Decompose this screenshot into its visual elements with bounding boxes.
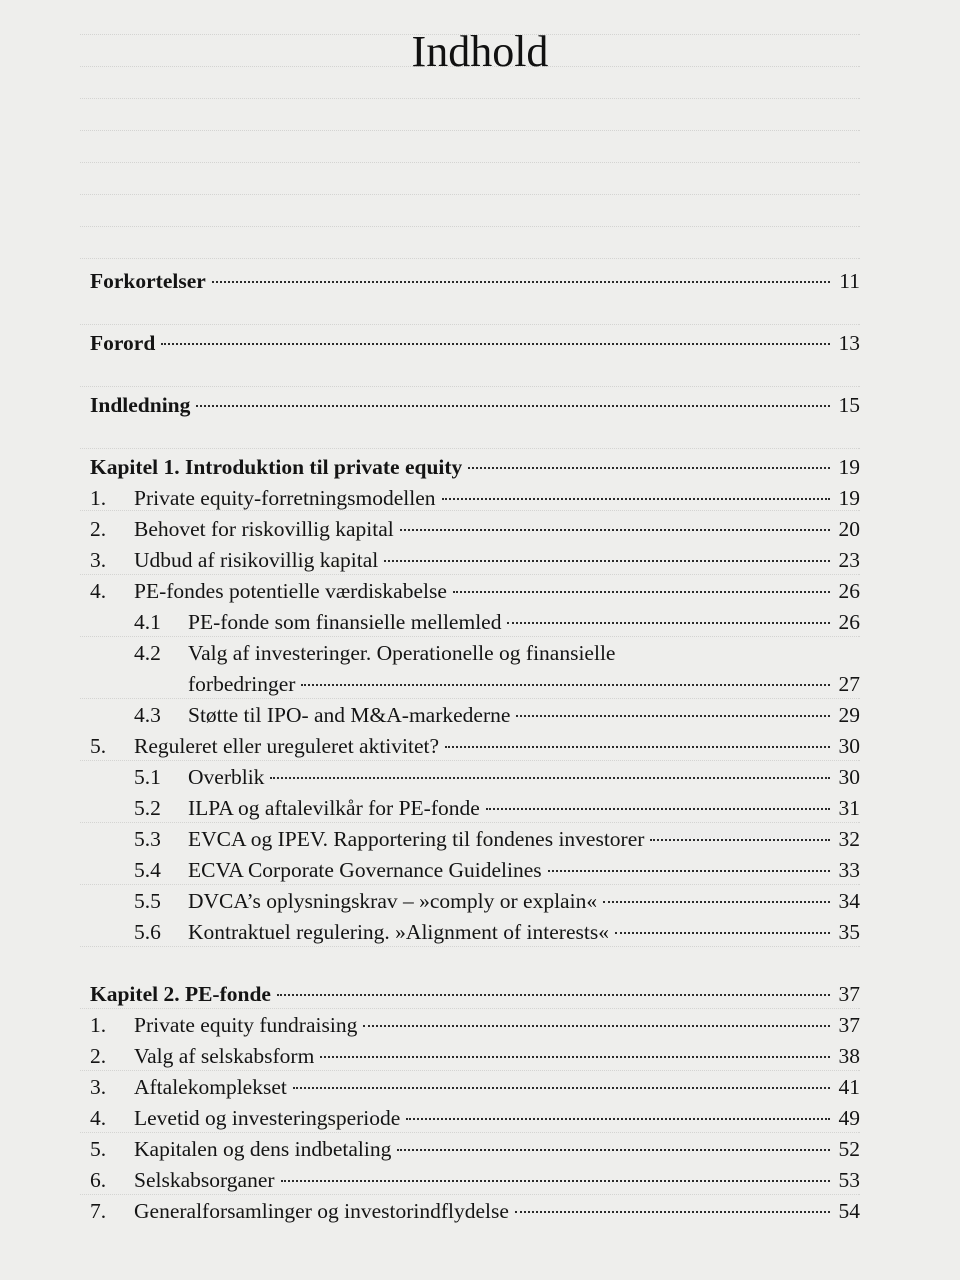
- toc-subsection[interactable]: [90, 638, 860, 700]
- toc-page-number: 19: [838, 486, 860, 510]
- toc-entry-forkortelser[interactable]: [90, 266, 860, 297]
- toc-page-number: 31: [838, 796, 860, 820]
- subsection-label: Overblik: [188, 765, 265, 789]
- subsection-label-continued: forbedringer: [188, 672, 296, 696]
- dot-leader: [212, 281, 830, 283]
- toc-section[interactable]: [90, 514, 860, 545]
- dot-leader: [468, 467, 830, 469]
- dot-leader: [453, 591, 830, 593]
- subsection-number: 4.1: [134, 610, 161, 634]
- dot-leader: [516, 715, 830, 717]
- toc-subsection[interactable]: [90, 762, 860, 793]
- toc-subsection[interactable]: [90, 886, 860, 917]
- toc-subsection[interactable]: [90, 793, 860, 824]
- section-label: Aftalekomplekset: [134, 1075, 287, 1099]
- section-label: Levetid og investeringsperiode: [134, 1106, 401, 1130]
- toc-subsection[interactable]: [90, 700, 860, 731]
- dot-leader: [293, 1087, 830, 1089]
- section-label: Kapitalen og dens indbetaling: [134, 1137, 392, 1161]
- toc-chapter-label: Kapitel 2. PE-fonde: [90, 982, 271, 1006]
- dot-leader: [445, 746, 830, 748]
- subsection-label: PE-fonde som finansielle mellemled: [188, 610, 502, 634]
- toc-section[interactable]: [90, 576, 860, 607]
- subsection-number: 5.5: [134, 889, 161, 913]
- toc-page-number: 41: [838, 1075, 860, 1099]
- dot-leader: [507, 622, 830, 624]
- dot-leader: [515, 1211, 830, 1213]
- toc-subsection[interactable]: [90, 607, 860, 638]
- toc-entry-indledning[interactable]: [90, 390, 860, 421]
- section-number: 1.: [90, 486, 107, 510]
- section-label: Behovet for riskovillig kapital: [134, 517, 394, 541]
- toc-page-number: 13: [838, 331, 860, 355]
- toc-page-number: 27: [838, 672, 860, 696]
- section-number: 5.: [90, 1137, 107, 1161]
- subsection-number: 4.2: [134, 641, 161, 665]
- toc-page-number: 30: [838, 734, 860, 758]
- dot-leader: [281, 1180, 830, 1182]
- section-label: Private equity fundraising: [134, 1013, 358, 1037]
- dot-leader: [650, 839, 830, 841]
- section-number: 5.: [90, 734, 107, 758]
- section-number: 2.: [90, 1044, 107, 1068]
- toc-entry-label: Forord: [90, 331, 156, 355]
- toc-page-number: 53: [838, 1168, 860, 1192]
- toc-page-number: 29: [838, 703, 860, 727]
- toc-chapter-2[interactable]: [90, 979, 860, 1010]
- toc-page-number: 20: [838, 517, 860, 541]
- dot-leader: [301, 684, 830, 686]
- toc-page-number: 32: [838, 827, 860, 851]
- toc-subsection[interactable]: [90, 917, 860, 948]
- toc-page-number: 54: [838, 1199, 860, 1223]
- toc-page-number: 26: [838, 579, 860, 603]
- toc-page-number: 19: [838, 455, 860, 479]
- toc-page-number: 52: [838, 1137, 860, 1161]
- dot-leader: [603, 901, 830, 903]
- section-label: Udbud af risikovillig kapital: [134, 548, 379, 572]
- toc-subsection[interactable]: [90, 824, 860, 855]
- toc-section[interactable]: [90, 545, 860, 576]
- dot-leader: [270, 777, 830, 779]
- toc-page-number: 26: [838, 610, 860, 634]
- section-number: 3.: [90, 548, 107, 572]
- toc-section[interactable]: [90, 1010, 860, 1041]
- section-label: Private equity-forretningsmodellen: [134, 486, 436, 510]
- dot-leader: [277, 994, 830, 996]
- subsection-label: Støtte til IPO- and M&A-markederne: [188, 703, 511, 727]
- toc-page-number: 30: [838, 765, 860, 789]
- section-label: Reguleret eller ureguleret aktivitet?: [134, 734, 440, 758]
- toc-section[interactable]: [90, 1165, 860, 1196]
- toc-page-number: 35: [838, 920, 860, 944]
- toc-page-number: 34: [838, 889, 860, 913]
- toc-chapter-label: Kapitel 1. Introduktion til private equity: [90, 455, 463, 479]
- toc-chapter-1[interactable]: [90, 452, 860, 483]
- toc-entry-label: Forkortelser: [90, 269, 206, 293]
- page-title: Indhold: [411, 27, 549, 77]
- dot-leader: [406, 1118, 830, 1120]
- subsection-label: Valg af investeringer. Operationelle og finansielle: [188, 641, 616, 665]
- toc-page-number: 49: [838, 1106, 860, 1130]
- dot-leader: [548, 870, 830, 872]
- subsection-number: 5.1: [134, 765, 161, 789]
- dot-leader: [196, 405, 830, 407]
- toc-page-number: 23: [838, 548, 860, 572]
- subsection-label: ECVA Corporate Governance Guidelines: [188, 858, 542, 882]
- toc-subsection[interactable]: [90, 855, 860, 886]
- toc-page-number: 37: [838, 1013, 860, 1037]
- subsection-number: 5.4: [134, 858, 161, 882]
- toc-section[interactable]: [90, 1134, 860, 1165]
- toc-section[interactable]: [90, 731, 860, 762]
- subsection-label: DVCA’s oplysningskrav – »comply or explain«: [188, 889, 598, 913]
- section-number: 1.: [90, 1013, 107, 1037]
- subsection-label: Kontraktuel regulering. »Alignment of interests«: [188, 920, 609, 944]
- subsection-label: ILPA og aftalevilkår for PE-fonde: [188, 796, 480, 820]
- subsection-number: 5.3: [134, 827, 161, 851]
- section-number: 4.: [90, 1106, 107, 1130]
- toc-section[interactable]: [90, 1103, 860, 1134]
- toc-page-number: 15: [838, 393, 860, 417]
- toc-page-number: 38: [838, 1044, 860, 1068]
- dot-leader: [400, 529, 830, 531]
- section-label: PE-fondes potentielle værdiskabelse: [134, 579, 447, 603]
- toc-page-number: 11: [839, 269, 860, 293]
- section-number: 6.: [90, 1168, 107, 1192]
- section-number: 7.: [90, 1199, 107, 1223]
- section-label: Generalforsamlinger og investorindflydelse: [134, 1199, 509, 1223]
- dot-leader: [384, 560, 830, 562]
- section-label: Valg af selskabsform: [134, 1044, 315, 1068]
- subsection-number: 5.6: [134, 920, 161, 944]
- section-number: 4.: [90, 579, 107, 603]
- dot-leader: [486, 808, 830, 810]
- toc-section[interactable]: [90, 483, 860, 514]
- section-number: 2.: [90, 517, 107, 541]
- dot-leader: [320, 1056, 830, 1058]
- section-label: Selskabsorganer: [134, 1168, 275, 1192]
- toc-entry-label: Indledning: [90, 393, 191, 417]
- dot-leader: [442, 498, 830, 500]
- toc-page-number: 33: [838, 858, 860, 882]
- dot-leader: [363, 1025, 830, 1027]
- toc-page-number: 37: [838, 982, 860, 1006]
- subsection-number: 5.2: [134, 796, 161, 820]
- toc-section[interactable]: [90, 1041, 860, 1072]
- section-number: 3.: [90, 1075, 107, 1099]
- dot-leader: [615, 932, 830, 934]
- table-of-contents: [90, 266, 860, 1227]
- dot-leader: [397, 1149, 830, 1151]
- toc-entry-forord[interactable]: [90, 328, 860, 359]
- toc-section[interactable]: [90, 1196, 860, 1227]
- toc-section[interactable]: [90, 1072, 860, 1103]
- subsection-number: 4.3: [134, 703, 161, 727]
- dot-leader: [161, 343, 830, 345]
- subsection-label: EVCA og IPEV. Rapportering til fondenes investorer: [188, 827, 645, 851]
